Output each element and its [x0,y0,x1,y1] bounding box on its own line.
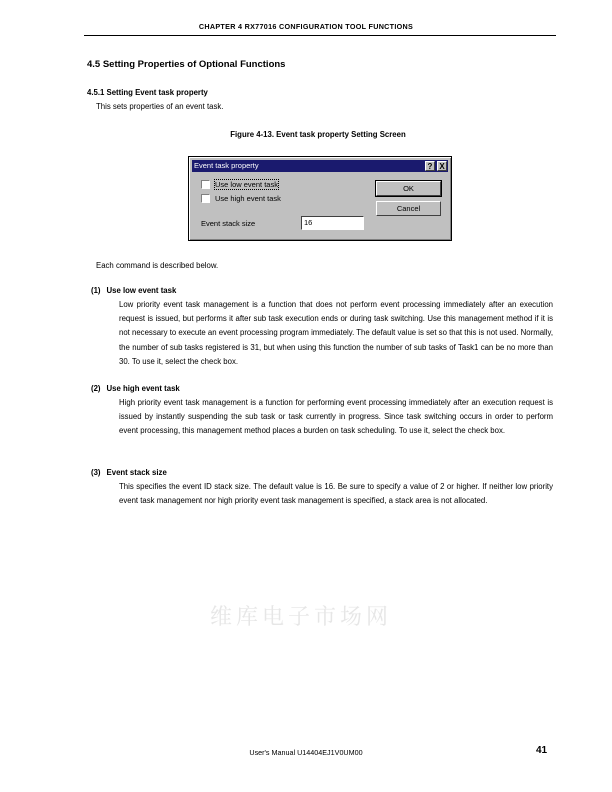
use-high-event-task-checkbox[interactable] [201,194,281,203]
item-body: This specifies the event ID stack size. The default value is 16. Be sure to specify a value of 2 or higher. If neither low priority event task management nor high priority event task management is specified, a stack area is not allocated. [119,482,553,506]
use-low-event-task-checkbox[interactable] [201,180,278,189]
ok-button[interactable]: OK [376,181,441,196]
checkbox-box[interactable] [201,194,210,203]
list-item [91,384,553,439]
figure-caption: Figure 4-13. Event task property Setting Screen [230,130,406,139]
subsection-title: 4.5.1 Setting Event task property [87,88,208,97]
dialog-title-bar [192,160,448,172]
event-task-property-dialog [188,156,452,241]
cancel-button[interactable]: Cancel [376,201,441,216]
checkbox-box[interactable] [201,180,210,189]
item-body: High priority event task management is a function for performing event processing immediately after an execution request is issued by instantly suspending the sub task or task currently in progress. Since task switching occurs in order to perform event processing, this management method places a burden on task scheduling. To use it, select the check box. [119,398,553,436]
intro-text: This sets properties of an event task. [96,102,224,111]
watermark: 维库电子市场网 [210,605,393,630]
list-item [91,468,553,508]
item-number: (3) [91,468,101,477]
list-item [91,286,553,369]
item-number: (1) [91,286,101,295]
close-button[interactable]: X [437,161,447,171]
help-button[interactable]: ? [425,161,435,171]
item-body: Low priority event task management is a function that does not perform event processing immediately after an execution request is issued, but performs it after sub task execution ends or during task switching. Use this management method if it is not necessary to execute an event processing program immediately. The default value is set so that this is not used. Normally, the number of sub tasks registered is 31, but when using this function the number of sub tasks of Task1 can be no more than 30. To use it, select the check box. [119,300,553,366]
event-stack-size-label: Event stack size [201,219,256,228]
dialog-title: Event task property [194,161,259,170]
page-number: 41 [536,745,548,756]
header-rule [84,35,556,36]
event-stack-size-input[interactable]: 16 [301,216,364,230]
item-title: Event stack size [106,468,167,477]
item-title: Use low event task [106,286,177,295]
checkbox-label: Use high event task [215,194,281,203]
running-header: CHAPTER 4 RX77016 CONFIGURATION TOOL FUNCTIONS [198,22,414,31]
item-number: (2) [91,384,101,393]
footer: User's Manual U14404EJ1V0UM00 [249,748,363,757]
description-intro: Each command is described below. [96,261,219,270]
section-title: 4.5 Setting Properties of Optional Functions [87,59,286,70]
item-title: Use high event task [106,384,180,393]
checkbox-label: Use low event task [215,180,278,189]
